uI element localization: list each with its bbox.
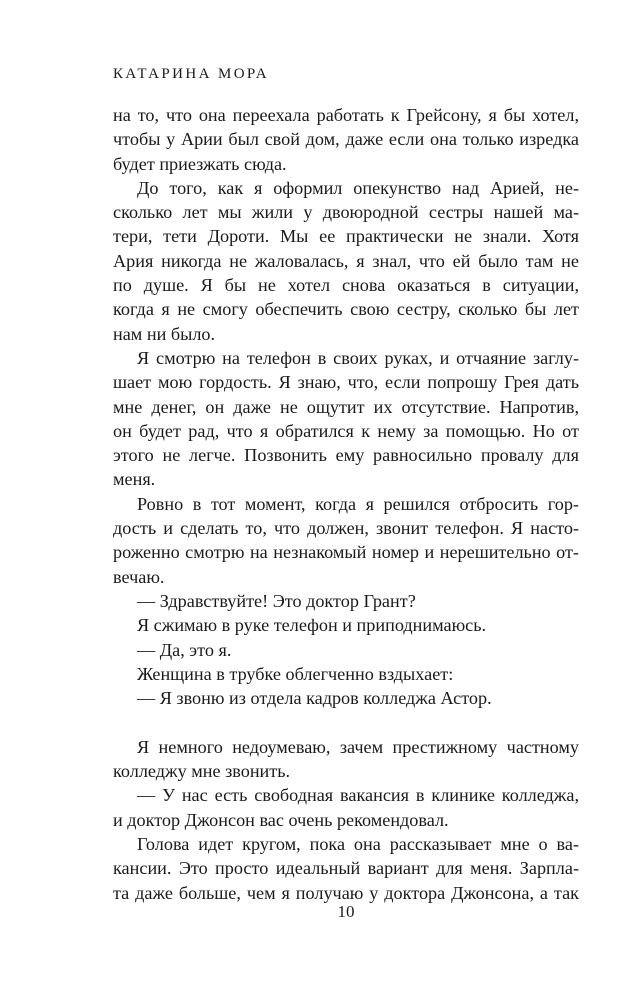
text-line: нам ни было.	[113, 323, 216, 344]
text-line: вечаю.	[113, 566, 165, 587]
blank-line	[113, 710, 579, 734]
text-line: и доктор Джонсон вас очень рекомендовал.	[113, 809, 449, 830]
text-line: До того, как я оформил опекунство над Арией, не-	[137, 177, 579, 198]
text-line: — У нас есть свободная вакансия в клинике колледжа,	[137, 785, 579, 806]
text-line: Ария никогда не жаловалась, я знал, что ей было там не	[113, 250, 579, 271]
text-line: та даже больше, чем я получаю у доктора Джонсона, а так	[113, 882, 579, 903]
text-line: — Я звоню из отдела кадров колледжа Астор.	[137, 688, 492, 709]
text-line: по душе. Я бы не хотел снова оказаться в ситуации,	[113, 275, 579, 296]
text-line: этого не легче. Позвонить ему равносильно провалу для	[113, 445, 579, 466]
running-head: КАТАРИНА МОРА	[113, 66, 269, 82]
text-line: Ровно в тот момент, когда я решился отбросить гор-	[137, 493, 579, 514]
text-line: шает мою гордость. Я знаю, что, если попрошу Грея дать	[113, 372, 579, 393]
text-line: мне денег, он даже не ощутит их отсутствие. Напротив,	[113, 396, 579, 417]
text-line: — Да, это я.	[137, 639, 232, 660]
text-line: когда я не смогу обеспечить свою сестру, сколько бы лет	[113, 299, 579, 320]
text-line: чтобы у Арии был свой дом, даже если она только изредка	[113, 129, 579, 150]
page-number: 10	[337, 902, 355, 921]
text-line: будет приезжать сюда.	[113, 153, 287, 174]
text-line: Женщина в трубке облегченно вздыхает:	[137, 663, 454, 684]
text-line: Голова идет кругом, пока она рассказывает мне о ва-	[137, 833, 579, 854]
text-line: тери, тети Дороти. Мы ее практически не знали. Хотя	[113, 226, 579, 247]
text-line: колледжу мне звонить.	[113, 761, 291, 782]
body-text	[113, 103, 579, 905]
text-line: на то, что она переехала работать к Грейсону, я бы хотел,	[113, 105, 579, 125]
text-line: сколько лет мы жили у двоюродной сестры нашей ма-	[113, 202, 579, 223]
text-line: — Здравствуйте! Это доктор Грант?	[137, 590, 416, 611]
text-line: Я сжимаю в руке телефон и приподнимаюсь.	[137, 615, 487, 636]
text-line: Я смотрю на телефон в своих руках, и отчаяние заглу-	[137, 347, 579, 368]
text-line: он будет рад, что я обратился к нему за помощью. Но от	[113, 420, 579, 441]
text-line: роженно смотрю на незнакомый номер и нерешительно от-	[113, 542, 579, 563]
text-line: меня.	[113, 469, 156, 490]
text-line: дость и сделать то, что должен, звонит телефон. Я насто-	[113, 518, 579, 539]
text-line: Я немного недоумеваю, зачем престижному частному	[137, 736, 579, 757]
text-line: кансии. Это просто идеальный вариант для меня. Зарпла-	[113, 858, 579, 879]
